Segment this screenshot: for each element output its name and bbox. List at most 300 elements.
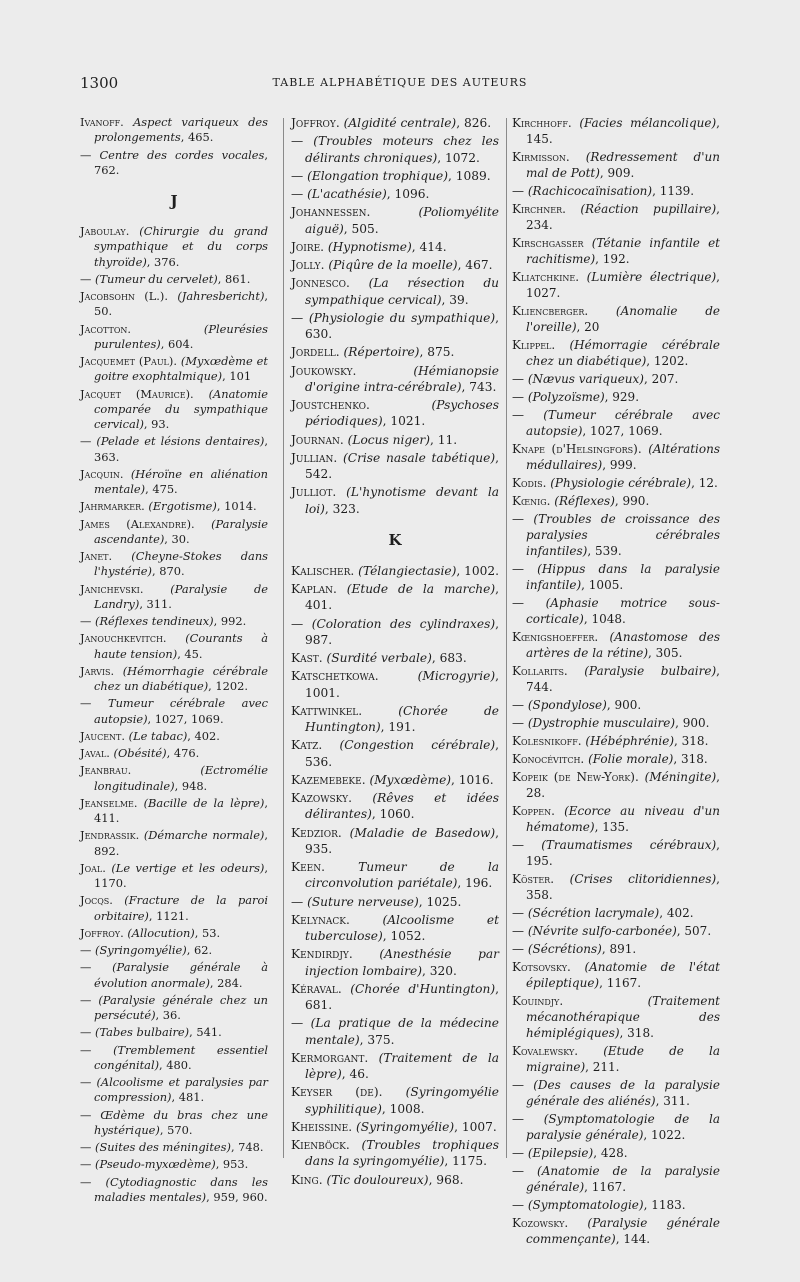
work-title: (Suture nerveuse)	[307, 894, 419, 909]
index-entry	[512, 905, 720, 921]
work-title: Œdème du bras chez une hystérique)	[94, 1107, 268, 1137]
page-refs: , 363.	[94, 434, 268, 464]
index-entry	[291, 946, 499, 979]
work-title: (Chorée de Huntington)	[305, 703, 499, 734]
index-entry	[512, 493, 720, 509]
page-refs: , 375.	[359, 1032, 395, 1047]
column-divider	[283, 118, 284, 1158]
index-entry	[80, 796, 268, 827]
work-title: (Coloration des cylindraxes)	[311, 616, 496, 631]
page-refs: , 748.	[230, 1140, 264, 1154]
page-refs: , 196.	[457, 876, 493, 891]
author-name: Jolly.	[291, 258, 325, 272]
author-name: —	[80, 434, 92, 449]
work-title: (Suites des méningites)	[95, 1140, 231, 1154]
work-title: (Fracture de la paroi orbitaire)	[94, 893, 269, 923]
index-entry	[512, 697, 720, 713]
index-entry	[512, 629, 720, 661]
work-title: (Troubles de croissance des paralysies cérébrales infantiles)	[526, 512, 720, 558]
index-entry	[512, 1215, 720, 1247]
author-name: —	[512, 924, 524, 938]
author-name: Ivanoff.	[80, 115, 124, 129]
page-refs: , 1202.	[646, 354, 689, 368]
page-refs: , 743.	[461, 379, 497, 394]
work-title: (Paralysie générale chez un persécuté)	[94, 992, 268, 1022]
index-entry	[80, 224, 268, 270]
work-title: (Surdité verbale)	[326, 651, 432, 665]
page-refs: , 480.	[159, 1057, 192, 1072]
work-title: (Pleurésies purulentes)	[94, 321, 268, 351]
author-name: Kirchner.	[512, 202, 566, 216]
page-refs: , 1175.	[444, 1154, 487, 1169]
author-name: —	[512, 596, 524, 610]
index-entry	[291, 204, 499, 237]
work-title: (Des causes de la paralysie générale des aliénés)	[526, 1078, 720, 1108]
page-refs: , 36.	[155, 1008, 181, 1022]
index-entry	[512, 751, 720, 767]
author-name: Klippel.	[512, 338, 556, 352]
page-refs: , 959, 960.	[206, 1189, 268, 1204]
author-name: —	[80, 1042, 92, 1057]
work-title: (Syringomyélie syphilitique)	[305, 1085, 500, 1116]
index-entry	[291, 1172, 499, 1188]
work-title: (Troubles trophiques dans la syringomyélie)	[305, 1138, 500, 1169]
work-title: (Paralysie ascendante)	[94, 516, 269, 546]
index-entry	[291, 1119, 499, 1135]
index-entry	[512, 595, 720, 627]
author-name: Journan.	[291, 432, 344, 447]
index-entry	[291, 703, 499, 736]
page-refs: , 1170.	[94, 860, 268, 890]
index-entry	[291, 397, 499, 430]
page-refs: , 929.	[604, 390, 640, 404]
page-refs: , 1008.	[381, 1101, 425, 1116]
author-name: Koppen.	[512, 804, 555, 818]
author-name: —	[512, 390, 524, 404]
work-title: (Chirurgie du grand sympathique et du corps thyroïde)	[94, 224, 268, 269]
page-refs: , 45.	[177, 646, 203, 661]
index-column-1	[80, 115, 268, 1207]
index-entry	[512, 1043, 720, 1075]
page-refs: , 891.	[601, 942, 637, 956]
index-entry	[291, 310, 499, 343]
work-title: (Hébéphrénie)	[585, 734, 675, 748]
page-refs: , 604.	[160, 336, 194, 351]
author-name: —	[291, 134, 304, 149]
author-name: —	[80, 943, 92, 957]
author-name: —	[512, 512, 524, 526]
work-title: (Le vertige et les odeurs)	[111, 860, 265, 875]
work-title: (L'acathésie)	[307, 187, 387, 201]
page-refs: , 990.	[614, 494, 650, 508]
work-title: (Ergotisme)	[148, 499, 217, 514]
author-name: Jacobsohn (L.).	[80, 289, 168, 303]
page-refs: , 402.	[187, 728, 220, 743]
page-refs: , 50.	[94, 289, 269, 319]
index-entry	[512, 235, 720, 267]
work-title: (Alcoolisme et tuberculose)	[305, 912, 499, 943]
author-name: —	[291, 310, 304, 325]
author-name: —	[291, 187, 304, 201]
work-title: (Piqûre de la moelle)	[328, 258, 458, 272]
work-title: (Traitement mécanothérapique des hémiplégiques)	[526, 994, 720, 1040]
work-title: (Crise nasale tabétique)	[343, 450, 496, 465]
page-refs: , 53.	[194, 925, 221, 940]
page-refs: , 1167.	[584, 1180, 627, 1194]
work-title: (Psychoses périodiques)	[305, 398, 499, 429]
page-refs: , 1022.	[643, 1128, 686, 1142]
page-refs: , 1016.	[451, 772, 494, 787]
index-entry	[512, 1145, 720, 1161]
author-name: Kovalewsky.	[512, 1044, 579, 1058]
work-title: (Tremblement essentiel congénital)	[94, 1042, 268, 1072]
page-refs: , 211.	[585, 1060, 620, 1074]
page-refs: , 539.	[587, 544, 622, 558]
work-title: (Hémorrhagie cérébrale chez un diabétique)	[94, 663, 268, 693]
index-entry	[291, 981, 499, 1014]
page-refs: , 826.	[456, 116, 492, 130]
page-refs: , 428.	[593, 1146, 628, 1160]
index-entry	[80, 467, 268, 498]
index-entry	[80, 354, 268, 385]
work-title: (Hippus dans la paralysie infantile)	[526, 562, 720, 592]
index-entry	[512, 337, 720, 369]
author-name: Köster.	[512, 872, 555, 886]
author-name: Konocévitch.	[512, 752, 585, 766]
work-title: (Crises clitoridiennes)	[569, 872, 717, 886]
author-name: —	[512, 408, 524, 422]
work-title: (Troubles moteurs chez les délirants chroniques)	[305, 134, 500, 165]
work-title: (Physiologie du sympathique)	[308, 310, 496, 325]
page-refs: , 1027, 1069.	[582, 424, 663, 438]
work-title: (Aphasie motrice sous-corticale)	[526, 596, 720, 626]
author-name: —	[80, 1140, 92, 1154]
page-refs: , 900.	[606, 698, 642, 712]
index-entry	[80, 1108, 268, 1139]
work-title: (Myxœdème et goitre exophtalmique)	[94, 354, 268, 384]
author-name: Jendrassik.	[80, 828, 140, 843]
index-entry	[80, 272, 268, 287]
author-name: —	[80, 1157, 92, 1172]
author-name: Joustchenko.	[291, 398, 370, 412]
work-title: (Hémianopsie d'origine intra-cérébrale)	[305, 363, 499, 394]
page-refs: , 762.	[94, 147, 268, 177]
index-entry	[512, 407, 720, 439]
page-refs: , 20	[576, 320, 600, 334]
index-entry	[291, 275, 499, 308]
author-name: Kelynack.	[291, 912, 350, 927]
page-refs: , 1089.	[447, 168, 491, 183]
index-entry	[512, 115, 720, 147]
author-name: —	[291, 1016, 304, 1031]
work-title: (Rêves et idées délirantes)	[305, 791, 500, 822]
page-refs: , 1027, 1069.	[147, 711, 224, 726]
work-title: (Folie morale)	[588, 752, 674, 766]
author-name: Janet.	[80, 549, 113, 563]
work-title: (Sécrétion lacrymale)	[527, 906, 660, 920]
page-refs: , 318.	[674, 734, 709, 748]
index-entry	[512, 389, 720, 405]
index-entry	[291, 1015, 499, 1048]
author-name: —	[80, 1025, 92, 1040]
page-refs: , 358.	[526, 872, 720, 902]
index-entry	[512, 149, 720, 181]
index-entry	[291, 563, 499, 579]
page-refs: , 411.	[94, 795, 268, 825]
work-title: (L'hynotisme devant la loi)	[305, 485, 500, 516]
index-entry	[80, 549, 268, 580]
index-entry	[291, 1084, 499, 1117]
author-name: Jacotton.	[80, 321, 132, 336]
work-title: (Maladie de Basedow)	[349, 825, 496, 840]
index-entry	[512, 1197, 720, 1213]
author-name: Kouindjy.	[512, 994, 564, 1008]
work-title: (Jahresbericht)	[177, 289, 265, 303]
index-entry	[80, 582, 268, 613]
work-title: (Démarche normale)	[143, 828, 265, 843]
page-refs: , 505.	[343, 221, 379, 236]
work-title: (Dystrophie musculaire)	[527, 716, 676, 730]
work-title: Tumeur de la circonvolution pariétale)	[305, 860, 499, 891]
page-refs: , 1167.	[599, 976, 642, 990]
index-entry	[80, 1175, 268, 1206]
section-letter: J	[170, 192, 178, 210]
author-name: —	[80, 147, 92, 162]
index-entry	[512, 993, 720, 1041]
page-refs: , 953.	[215, 1157, 249, 1172]
work-title: (Symptomatologie de la paralysie générale)	[526, 1112, 720, 1142]
page-refs: , 507.	[676, 924, 712, 938]
author-name: Javal.	[80, 746, 110, 760]
author-name: —	[80, 1075, 92, 1089]
work-title: (Héroïne en aliénation mentale)	[94, 466, 268, 496]
page-refs: , 681.	[305, 981, 499, 1012]
page-refs: , 191.	[380, 720, 416, 734]
index-entry	[80, 746, 268, 761]
author-name: Jordell.	[291, 345, 340, 360]
index-entry	[512, 561, 720, 593]
author-name: Kast.	[291, 651, 323, 665]
index-entry	[80, 115, 268, 146]
work-title: (Anastomose des artères de la rétine)	[526, 630, 720, 660]
index-entry	[80, 289, 268, 320]
author-name: Kazowsky.	[291, 791, 352, 805]
index-entry	[512, 715, 720, 731]
work-title: (Ectromélie longitudinale)	[94, 763, 268, 793]
work-title: (Altérations médullaires)	[526, 442, 720, 472]
work-title: (Bacille de la lèpre)	[143, 795, 265, 810]
author-name: Joal.	[80, 860, 106, 875]
work-title: Aspect variqueux des prolongements	[94, 115, 269, 145]
index-entry	[80, 434, 268, 465]
index-entry	[512, 803, 720, 835]
work-title: (Télangiectasie)	[358, 563, 457, 578]
page-refs: , 101	[222, 369, 252, 384]
author-name: Kirschgasser	[512, 236, 584, 250]
index-entry	[80, 1157, 268, 1172]
author-name: Kopeik (de New-York).	[512, 770, 639, 784]
work-title: (Paralysie de Landry)	[94, 581, 268, 611]
work-title: (La résection du sympathique cervical)	[305, 276, 500, 307]
page-header	[80, 74, 720, 96]
author-name: Jullian.	[291, 450, 338, 465]
work-title: (Cheyne-Stokes dans l'hystérie)	[94, 549, 268, 579]
author-name: Jacquin.	[80, 466, 124, 481]
author-name: Kattwinkel.	[291, 703, 363, 718]
author-name: Johannessen.	[291, 205, 371, 220]
index-entry	[291, 344, 499, 360]
work-title: (Facies mélancolique)	[579, 116, 717, 130]
page-refs: , 1052.	[382, 929, 426, 943]
work-title: (Réaction pupillaire)	[580, 202, 717, 216]
index-entry	[512, 303, 720, 335]
author-name: Jocqs.	[80, 893, 113, 908]
index-entry	[291, 432, 499, 448]
work-title: (Polyzoïsme)	[527, 390, 605, 404]
author-name: Kodis.	[512, 476, 547, 490]
index-entry	[291, 186, 499, 202]
index-entry	[80, 960, 268, 991]
index-entry	[512, 663, 720, 695]
page-refs: , 948.	[174, 778, 208, 793]
work-title: (Algidité centrale)	[343, 116, 457, 130]
index-entry	[291, 581, 499, 614]
author-name: —	[291, 894, 304, 909]
author-name: —	[512, 562, 524, 576]
index-entry	[291, 894, 499, 910]
work-title: (Microgyrie)	[417, 669, 496, 684]
index-column-3	[512, 115, 720, 1249]
author-name: —	[512, 698, 524, 712]
work-title: (Ecorce au niveau d'un hématome)	[526, 804, 720, 834]
index-entry	[512, 923, 720, 939]
running-title: TABLE ALPHABÉTIQUE DES AUTEURS	[272, 76, 528, 89]
page-refs: , 1096.	[386, 187, 430, 201]
index-entry	[512, 441, 720, 473]
index-entry	[80, 614, 268, 629]
page-refs: , 1027.	[526, 270, 720, 300]
work-title: (Méningite)	[644, 770, 717, 784]
page-refs: , 892.	[94, 828, 268, 858]
work-title: (Cytodiagnostic dans les maladies mentales)	[94, 1174, 269, 1204]
author-name: Kœnig.	[512, 494, 551, 508]
index-entry	[512, 1077, 720, 1109]
work-title: (Allocution)	[127, 925, 195, 940]
author-name: —	[512, 184, 524, 198]
page-refs: , 1021.	[382, 414, 426, 429]
page-refs: , 630.	[305, 310, 499, 341]
work-title: (Tumeur cérébrale avec autopsie)	[526, 408, 720, 438]
index-entry	[512, 871, 720, 903]
page-refs: , 145.	[526, 116, 720, 146]
work-title: (Réflexes tendineux)	[95, 614, 214, 628]
page-refs: , 968.	[428, 1172, 464, 1187]
work-title: (Syringomyélie)	[356, 1119, 455, 1134]
page-refs: , 28.	[526, 770, 720, 800]
page-refs: , 1139.	[652, 184, 695, 198]
index-entry	[291, 825, 499, 858]
page-refs: , 999.	[602, 458, 637, 472]
page-refs: , 311.	[139, 596, 172, 611]
work-title: (Paralysie générale commençante)	[526, 1216, 720, 1246]
author-name: Kozowsky.	[512, 1216, 569, 1230]
page-refs: , 144.	[615, 1232, 651, 1246]
index-entry	[80, 148, 268, 179]
work-title: (Congestion cérébrale)	[339, 738, 496, 753]
index-entry	[291, 450, 499, 483]
index-entry	[512, 1111, 720, 1143]
author-name: Kirmisson.	[512, 150, 570, 164]
page-refs: , 900.	[675, 716, 710, 730]
work-title: (Pelade et lésions dentaires)	[96, 434, 265, 449]
author-name: —	[291, 616, 304, 631]
index-entry	[291, 1137, 499, 1170]
page-refs: , 318.	[673, 752, 708, 766]
page-refs: , 992.	[213, 614, 247, 628]
author-name: —	[512, 1112, 524, 1126]
author-name: —	[291, 168, 304, 183]
work-title: (Réflexes)	[554, 494, 615, 508]
author-name: King.	[291, 1172, 323, 1187]
author-name: Kheissine.	[291, 1119, 353, 1134]
page-refs: , 475.	[145, 482, 178, 496]
index-entry	[291, 484, 499, 517]
author-name: Kliatchkine.	[512, 270, 580, 284]
author-name: —	[512, 1198, 524, 1212]
work-title: (Myxœdème)	[369, 772, 452, 787]
page-refs: , 1014.	[216, 499, 257, 514]
index-entry	[80, 943, 268, 958]
author-name: Keyser (de).	[291, 1085, 383, 1100]
page-refs: , 1001.	[305, 669, 499, 700]
work-title: (Elongation trophique)	[307, 168, 448, 183]
index-entry	[291, 239, 499, 255]
work-title: (Obésité)	[113, 746, 167, 760]
author-name: —	[80, 271, 92, 286]
page-refs: , 570.	[159, 1122, 193, 1137]
author-name: Kedzior.	[291, 825, 342, 840]
page-refs: , 284.	[209, 975, 243, 990]
index-entry	[80, 631, 268, 662]
author-name: Jaboulay.	[80, 224, 130, 238]
author-name: Kollarits.	[512, 664, 568, 678]
page-refs: , 861.	[217, 271, 251, 286]
work-title: (Anatomie comparée du sympathique cervical)	[94, 386, 268, 431]
author-name: Kermorgant.	[291, 1050, 369, 1065]
page-number: 1300	[80, 74, 119, 92]
work-title: (Courants à haute tension)	[94, 631, 269, 661]
page-refs: , 195.	[526, 838, 720, 868]
page-refs: , 1002.	[456, 563, 499, 578]
author-name: Kliencberger.	[512, 304, 589, 318]
author-name: Kéraval.	[291, 981, 342, 996]
work-title: Tumeur cérébrale avec autopsie)	[94, 696, 269, 726]
index-entry	[80, 387, 268, 433]
author-name: Jahrmarker.	[80, 499, 145, 514]
index-entry	[512, 733, 720, 749]
page-refs: , 541.	[189, 1025, 222, 1040]
work-title: (Chorée d'Huntington)	[350, 981, 496, 996]
author-name: —	[80, 696, 92, 711]
page-refs: , 320.	[421, 963, 457, 978]
index-entry	[291, 912, 499, 945]
author-name: Kendirdjy.	[291, 947, 353, 962]
work-title: (Epilepsie)	[527, 1146, 594, 1160]
author-name: Kalischer.	[291, 563, 355, 578]
page-refs: , 1183.	[643, 1198, 686, 1212]
index-entry	[291, 790, 499, 823]
index-entry	[80, 664, 268, 695]
